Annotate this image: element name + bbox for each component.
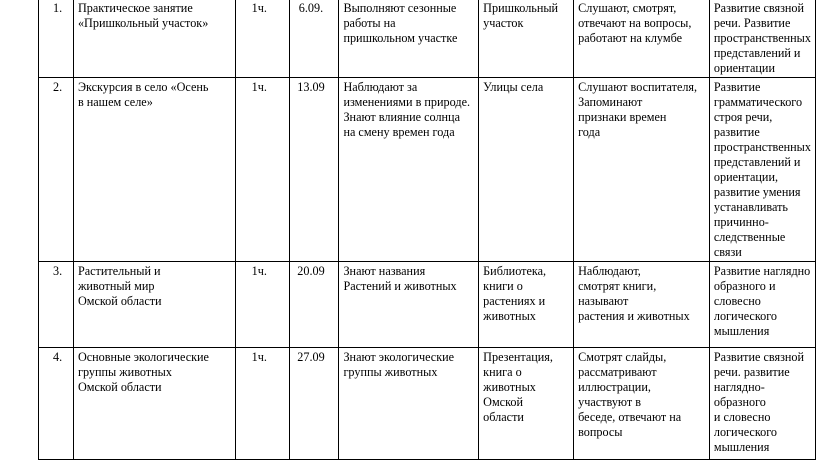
table-row: [39, 348, 816, 460]
topic-cell: Основные экологические группы животных Омской области: [73, 348, 235, 460]
place-cell: Библиотека, книги о растениях и животных: [479, 262, 574, 348]
activity-cell: Слушают, смотрят, отвечают на вопросы, работают на клумбе: [574, 0, 710, 78]
activity-cell: Слушают воспитателя, Запоминают признаки времен года: [574, 78, 710, 262]
place-cell: Улицы села: [479, 78, 574, 262]
row-number-cell: 2.: [39, 78, 74, 262]
topic-cell: Практическое занятие «Пришкольный участок»: [73, 0, 235, 78]
table-row: [39, 262, 816, 348]
place-cell: Пришкольный участок: [479, 0, 574, 78]
place-cell: Презентация, книга о животных Омской области: [479, 348, 574, 460]
hours-cell: 1ч.: [235, 262, 289, 348]
table-row: [39, 0, 816, 78]
lesson-plan-document: [38, 0, 816, 460]
lesson-plan-table: [38, 0, 816, 460]
row-number-cell: 1.: [39, 0, 74, 78]
date-cell: 13.09: [289, 78, 339, 262]
date-cell: 20.09: [289, 262, 339, 348]
date-cell: 6.09.: [289, 0, 339, 78]
table-row: [39, 78, 816, 262]
topic-cell: Экскурсия в село «Осень в нашем селе»: [73, 78, 235, 262]
activity-cell: Наблюдают, смотрят книги, называют растения и животных: [574, 262, 710, 348]
development-cell: Развитие связной речи. Развитие пространственных представлений и ориентации: [709, 0, 815, 78]
activity-cell: Смотрят слайды, рассматривают иллюстрации, участвуют в беседе, отвечают на вопросы: [574, 348, 710, 460]
content-cell: Наблюдают за изменениями в природе. Знают влияние солнца на смену времен года: [339, 78, 479, 262]
hours-cell: 1ч.: [235, 348, 289, 460]
content-cell: Знают экологические группы животных: [339, 348, 479, 460]
date-cell: 27.09: [289, 348, 339, 460]
content-cell: Знают названия Растений и животных: [339, 262, 479, 348]
development-cell: Развитие наглядно образного и словесно логического мышления: [709, 262, 815, 348]
topic-cell: Растительный и животный мир Омской области: [73, 262, 235, 348]
hours-cell: 1ч.: [235, 78, 289, 262]
development-cell: Развитие грамматического строя речи, развитие пространственных представлений и ориентации, развитие умения устанавливать причинно- следственные связи: [709, 78, 815, 262]
row-number-cell: 3.: [39, 262, 74, 348]
development-cell: Развитие связной речи. развитие наглядно- образного и словесно логического мышления: [709, 348, 815, 460]
content-cell: Выполняют сезонные работы на пришкольном участке: [339, 0, 479, 78]
hours-cell: 1ч.: [235, 0, 289, 78]
row-number-cell: 4.: [39, 348, 74, 460]
